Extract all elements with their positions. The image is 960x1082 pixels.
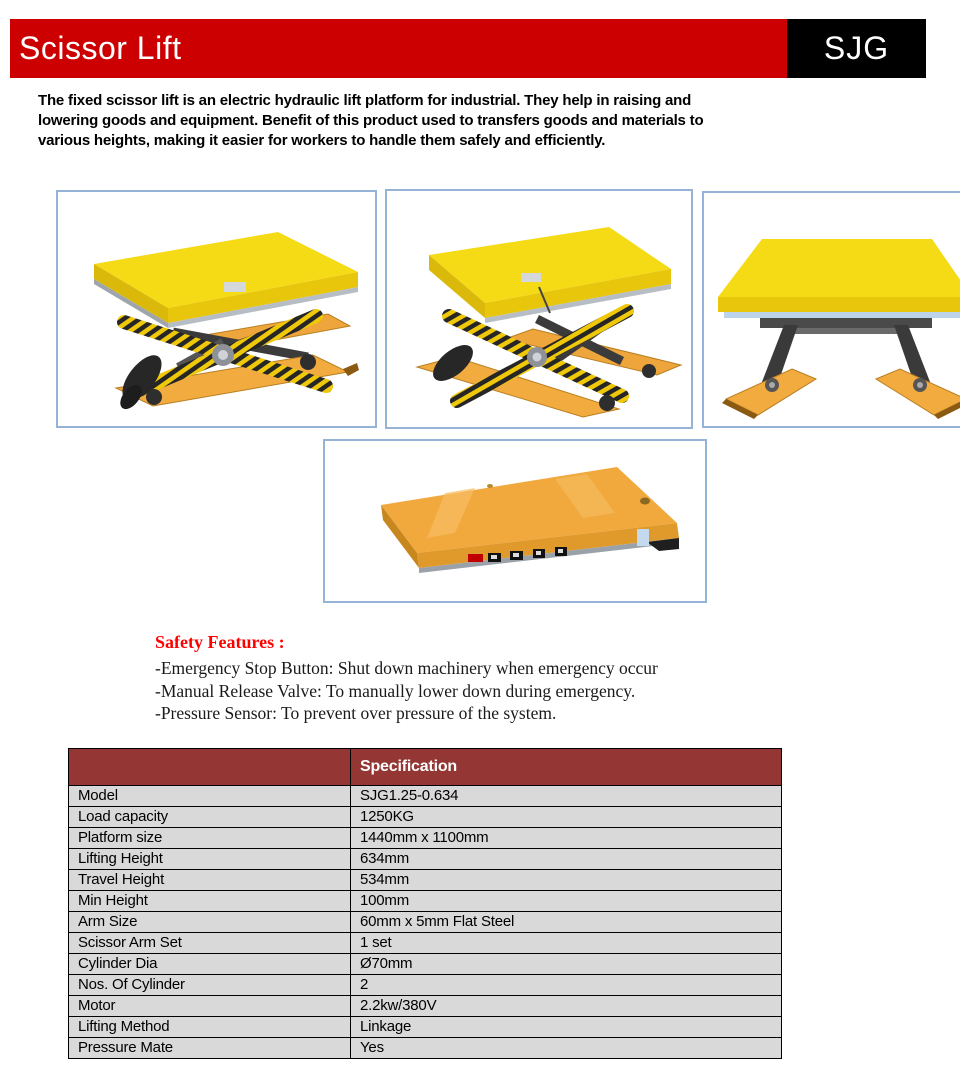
spec-table-row (69, 870, 782, 891)
safety-feature-item: -Emergency Stop Button: Shut down machinery when emergency occur (155, 658, 658, 678)
spec-row-label: Min Height (69, 891, 351, 912)
spec-row-value: SJG1.25-0.634 (351, 786, 782, 807)
page-title: Scissor Lift (19, 30, 182, 66)
safety-features-title: Safety Features : (155, 632, 285, 652)
product-description (38, 91, 818, 151)
spec-header-title: Specification (351, 749, 782, 786)
spec-row-label: Nos. Of Cylinder (69, 975, 351, 996)
title-banner (10, 19, 926, 78)
spec-row-value: 2.2kw/380V (351, 996, 782, 1017)
spec-row-value: 2 (351, 975, 782, 996)
spec-row-value: 634mm (351, 849, 782, 870)
brand-badge: SJG (787, 19, 926, 78)
scissor-lift-side-view-illustration (58, 192, 375, 426)
spec-table-row (69, 828, 782, 849)
scissor-lift-front-view-illustration (704, 193, 960, 426)
spec-row-value: Linkage (351, 1017, 782, 1038)
safety-feature-item: -Manual Release Valve: To manually lower down during emergency. (155, 680, 636, 701)
spec-table-body (69, 786, 782, 1059)
spec-table-row (69, 933, 782, 954)
product-photo-angle-view (385, 189, 693, 429)
scissor-lift-lowered-view-illustration (325, 441, 705, 601)
safety-features-section (155, 632, 658, 725)
spec-row-label: Lifting Height (69, 849, 351, 870)
spec-row-label: Cylinder Dia (69, 954, 351, 975)
spec-table-row (69, 912, 782, 933)
spec-table-row (69, 954, 782, 975)
spec-row-label: Scissor Arm Set (69, 933, 351, 954)
spec-table-row (69, 975, 782, 996)
product-photo-side-view (56, 190, 377, 428)
spec-table-row (69, 849, 782, 870)
spec-row-label: Motor (69, 996, 351, 1017)
spec-row-label: Arm Size (69, 912, 351, 933)
spec-header-empty-cell (69, 749, 351, 786)
spec-row-label: Model (69, 786, 351, 807)
description-line: various heights, making it easier for workers to handle them safely and efficiently. (38, 132, 606, 149)
spec-row-value: 100mm (351, 891, 782, 912)
spec-row-value: 60mm x 5mm Flat Steel (351, 912, 782, 933)
spec-row-value: Yes (351, 1038, 782, 1059)
spec-row-label: Pressure Mate (69, 1038, 351, 1059)
description-line: lowering goods and equipment. Benefit of this product used to transfers goods and materials to (38, 112, 704, 129)
spec-row-value: Ø70mm (351, 954, 782, 975)
safety-features-list (155, 657, 658, 725)
spec-header-row (69, 749, 782, 786)
specification-table (68, 748, 782, 1059)
spec-row-label: Travel Height (69, 870, 351, 891)
spec-row-value: 1440mm x 1100mm (351, 828, 782, 849)
product-photo-front-view (702, 191, 960, 428)
spec-row-value: 1250KG (351, 807, 782, 828)
spec-table-row (69, 807, 782, 828)
scissor-lift-angle-view-illustration (387, 191, 691, 427)
spec-row-label: Load capacity (69, 807, 351, 828)
spec-table-row (69, 1017, 782, 1038)
safety-feature-item: -Pressure Sensor: To prevent over pressure of the system. (155, 703, 557, 723)
spec-row-value: 1 set (351, 933, 782, 954)
spec-row-value: 534mm (351, 870, 782, 891)
spec-table-row (69, 996, 782, 1017)
product-photo-lowered-view (323, 439, 707, 603)
spec-table-row (69, 891, 782, 912)
spec-row-label: Lifting Method (69, 1017, 351, 1038)
spec-table-row (69, 1038, 782, 1059)
spec-table-row (69, 786, 782, 807)
description-line: The fixed scissor lift is an electric hydraulic lift platform for industrial. They help in raising and (38, 92, 692, 109)
spec-row-label: Platform size (69, 828, 351, 849)
